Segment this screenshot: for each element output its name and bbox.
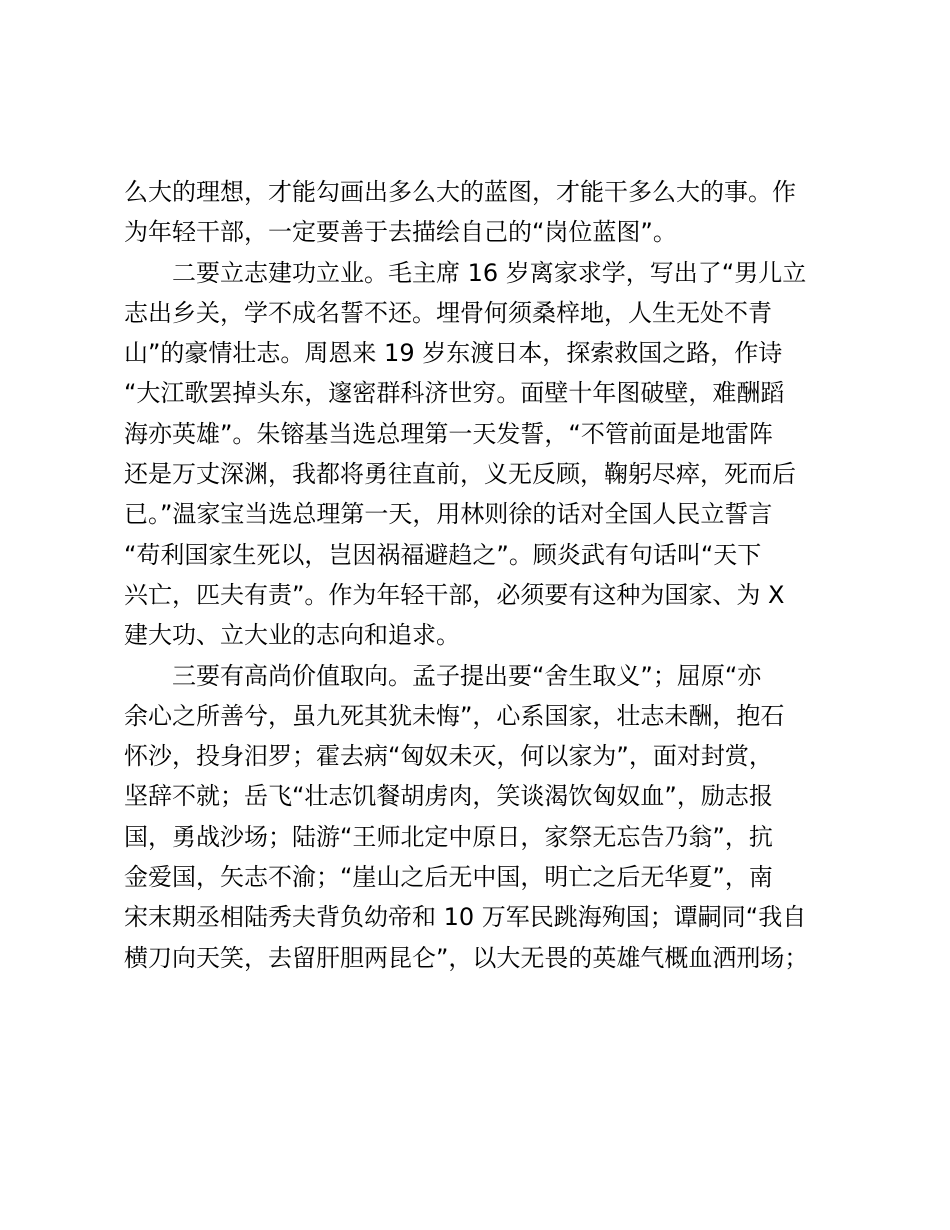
text-line: 三要有高尚价值取向。孟子提出要“舍生取义”；屈原“亦 [172, 661, 762, 690]
text-line: 金爱国，矢志不渝；“崖山之后无中国，明亡之后无华夏”，南 [124, 863, 773, 892]
text-line: 横刀向天笑，去留肝胆两昆仑”，以大无畏的英雄气概血洒刑场； [124, 943, 809, 972]
paragraph-continuation [124, 172, 838, 253]
text-line: 兴亡，匹夫有责”。作为年轻干部，必须要有这种为国家、为 X [124, 580, 785, 609]
paragraph-aspiration [124, 253, 838, 656]
text-line: 余心之所善兮，虽九死其犹未悔”，心系国家，壮志未酬，抱石 [124, 701, 785, 730]
text-line: 怀沙，投身汨罗；霍去病“匈奴未灭，何以家为”，面对封赏， [124, 742, 773, 771]
text-line: “大江歌罢掉头东，邃密群科济世穷。面壁十年图破壁，难酬蹈 [124, 379, 785, 408]
text-line: 建大功、立大业的志向和追求。 [124, 621, 460, 650]
text-line: 国，勇战沙场；陆游“王师北定中原日，家祭无忘告乃翁”，抗 [124, 822, 773, 851]
text-line: 么大的理想，才能勾画出多么大的蓝图，才能干多么大的事。作 [124, 178, 796, 206]
text-line: 山”的豪情壮志。周恩来 19 岁东渡日本，探索救国之路，作诗 [124, 339, 783, 368]
text-line: 海亦英雄”。朱镕基当选总理第一天发誓，“不管前面是地雷阵 [124, 419, 773, 448]
text-line: 宋末期丞相陆秀夫背负幼帝和 10 万军民跳海殉国；谭嗣同“我自 [124, 903, 807, 932]
text-line: 为年轻干部，一定要善于去描绘自己的“岗位蓝图”。 [124, 218, 677, 247]
text-line: 还是万丈深渊，我都将勇往直前，义无反顾，鞠躬尽瘁，死而后 [124, 460, 796, 489]
text-line: 二要立志建功立业。毛主席 16 岁离家求学，写出了“男儿立 [172, 258, 807, 287]
text-line: 已。”温家宝当选总理第一天，用林则徐的话对全国人民立誓言 [124, 500, 773, 529]
paragraph-values [124, 656, 838, 978]
text-line: 志出乡关，学不成名誓不还。埋骨何须桑梓地，人生无处不青 [124, 298, 772, 327]
text-line: 坚辞不就；岳飞“壮志饥餐胡虏肉，笑谈渴饮匈奴血”，励志报 [124, 782, 773, 811]
text-line: “苟利国家生死以，岂因祸福避趋之”。顾炎武有句话叫“天下 [124, 540, 762, 569]
document-body [124, 172, 838, 978]
